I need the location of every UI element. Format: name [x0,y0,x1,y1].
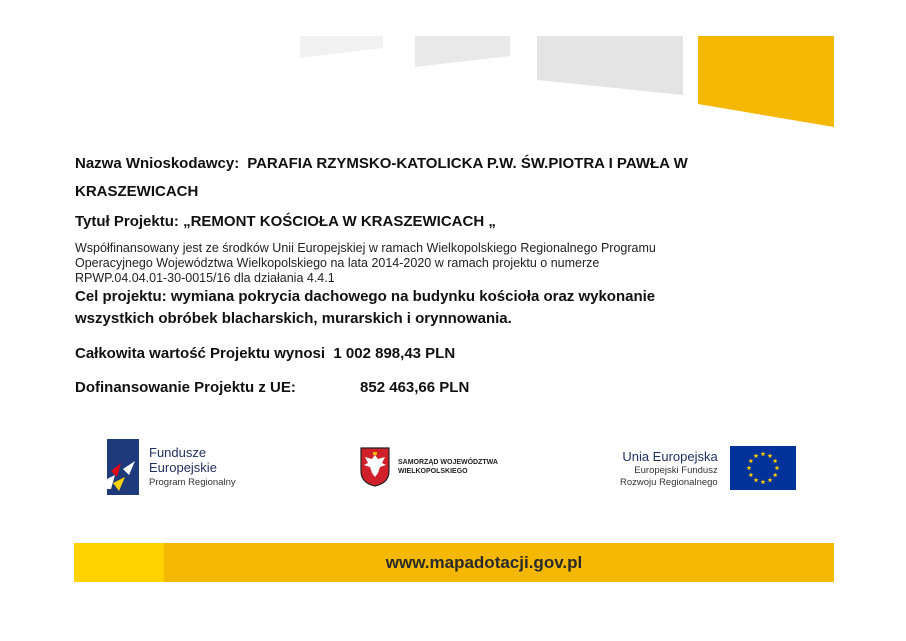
fe-star-icon [107,439,139,495]
header-stripes [0,0,906,130]
cofinancing-text [75,241,835,286]
project-title [75,212,835,232]
stripe-2 [415,36,510,67]
ue-line-2: Europejski Fundusz [634,464,718,476]
total-value [75,344,835,364]
stripe-1 [300,36,383,58]
project-info [75,150,835,398]
project-goal [75,286,835,330]
applicant-name-cont [75,178,835,206]
logos-row [75,437,835,497]
fe-line-3: Program Regionalny [149,476,236,488]
eu-flag-icon [730,446,796,490]
eu-cofunding-label: Dofinansowanie Projektu z UE: [75,379,296,396]
fe-line-1: Fundusze [149,444,207,460]
applicant-value-1: PARAFIA RZYMSKO-KATOLICKA P.W. ŚW.PIOTRA I PAWŁA W [247,155,688,172]
wlkp-line-2: WIELKOPOLSKIEGO [398,468,468,475]
cofinancing-line-2: Operacyjnego Województwa Wielkopolskiego na lata 2014-2020 w ramach projektu o numerze [75,256,600,270]
unia-europejska-logo [620,444,796,492]
project-title-value: „REMONT KOŚCIOŁA W KRASZEWICACH „ [183,213,496,230]
samorzad-wielkopolska-logo [360,443,518,491]
footer-url[interactable]: www.mapadotacji.gov.pl [385,553,583,572]
total-value-amount: 1 002 898,43 PLN [333,345,456,362]
total-value-label: Całkowita wartość Projektu wynosi [75,345,326,362]
footer-bar [74,543,834,582]
project-title-label: Tytuł Projektu: [75,213,179,230]
ue-line-3: Rozwoju Regionalnego [620,476,718,488]
ue-line-1: Unia Europejska [622,448,718,464]
applicant-name [75,150,835,178]
fundusze-europejskie-logo [107,437,236,497]
eu-cofunding-amount: 852 463,66 PLN [360,379,470,396]
wlkp-line-1: SAMORZĄD WOJEWÓDZTWA [398,459,498,466]
applicant-value-2: KRASZEWICACH [75,183,199,200]
eagle-crest-icon [360,447,390,487]
applicant-label: Nazwa Wnioskodawcy: [75,155,240,172]
project-goal-line-1: Cel projektu: wymiana pokrycia dachowego na budynku kościoła oraz wykonanie [75,288,656,305]
eu-cofunding [75,378,835,398]
stripe-yellow [698,36,834,127]
cofinancing-line-3: RPWP.04.04.01-30-0015/16 dla działania 4.4.1 [75,271,335,285]
cofinancing-line-1: Współfinansowany jest ze środków Unii Europejskiej w ramach Wielkopolskiego Regionalnego Programu [75,241,656,255]
stripe-3 [537,36,683,95]
project-goal-line-2: wszystkich obróbek blacharskich, murarskich i orynnowania. [75,310,512,327]
fe-line-2: Europejskie [149,459,217,475]
